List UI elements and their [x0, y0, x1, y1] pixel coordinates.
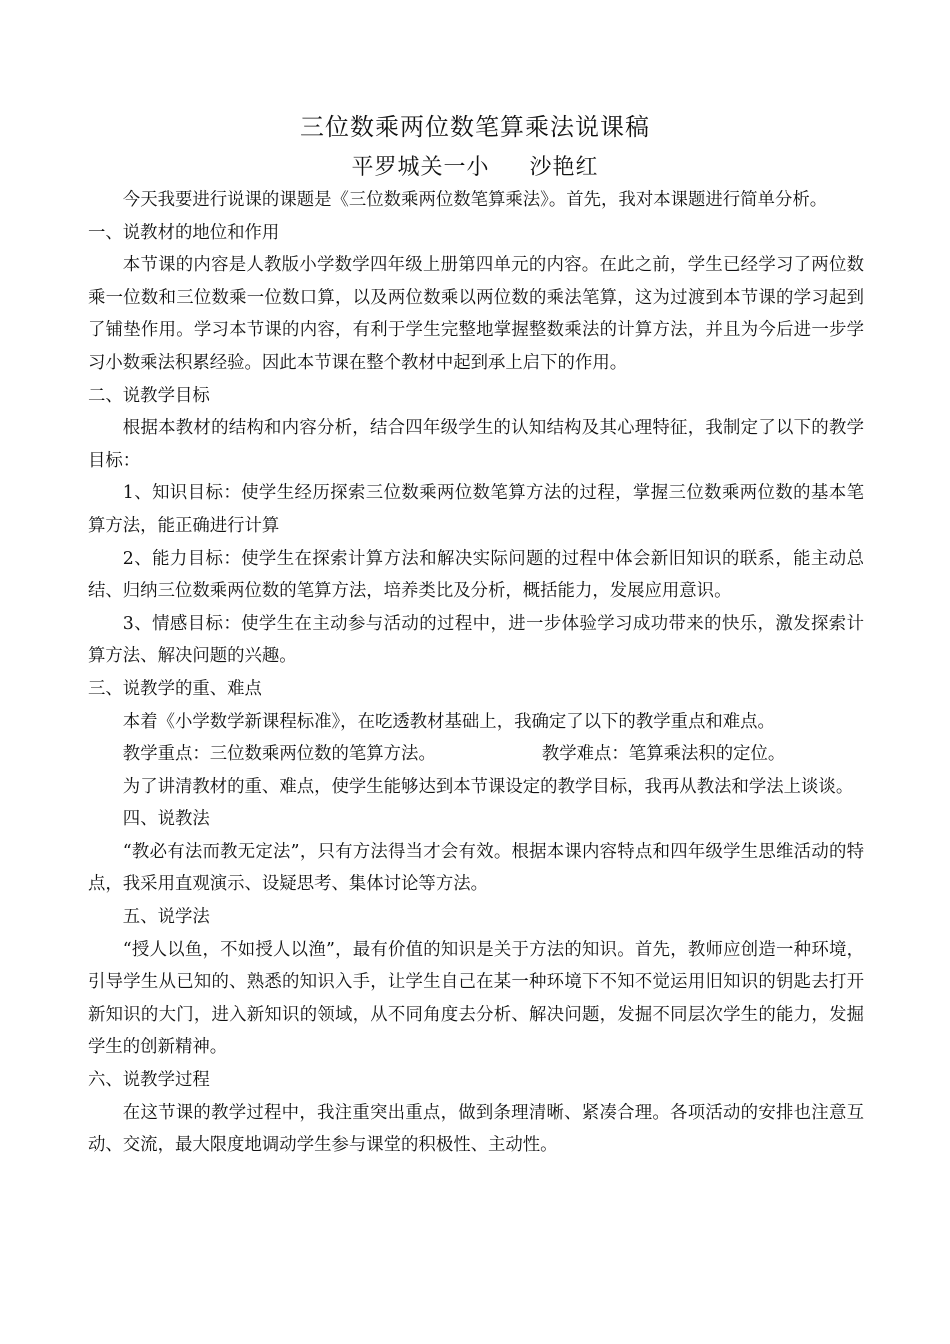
section-heading: 六、说教学过程: [88, 1070, 210, 1091]
section-heading: 三、说教学的重、难点: [88, 678, 262, 699]
objective-knowledge: 1、知识目标：使学生经历探索三位数乘两位数笔算方法的过程，掌握三位数乘两位数的基本笔算方法，能正确进行计算: [88, 483, 864, 536]
objective-emotion: 3、情感目标：使学生在主动参与活动的过程中，进一步体验学习成功带来的快乐，激发探索计算方法、解决问题的兴趣。: [88, 613, 864, 667]
objective-ability: 2、能力目标：使学生在探索计算方法和解决实际问题的过程中体会新旧知识的联系，能主动总结、归纳三位数乘两位数的笔算方法，培养类比及分析，概括能力，发展应用意识。: [88, 548, 864, 602]
paragraph: 在这节课的教学过程中，我注重突出重点，做到条理清晰、紧凑合理。各项活动的安排也注意互动、交流，最大限度地调动学生参与课堂的积极性、主动性。: [88, 1102, 864, 1156]
key-difficult-points-line: [88, 738, 864, 771]
paragraph: “授人以鱼，不如授人以渔”，最有价值的知识是关于方法的知识。首先，教师应创造一种环境，引导学生从已知的、熟悉的知识入手，让学生自己在某一种环境下不知不觉运用旧知识的钥匙去打开新知识的大门，进入新知识的领域，从不同角度去分析、解决问题，发掘不同层次学生的能力，发掘学生的创新精神。: [88, 939, 864, 1058]
section-heading: 五、说学法: [122, 907, 210, 928]
section-heading: 一、说教材的地位和作用: [88, 222, 280, 243]
intro-paragraph: 今天我要进行说课的课题是《三位数乘两位数笔算乘法》。首先，我对本课题进行简单分析。: [122, 190, 828, 210]
paragraph: 根据本教材的结构和内容分析，结合四年级学生的认知结构及其心理特征，我制定了以下的教学目标：: [88, 418, 864, 471]
difficult-point: 教学难点：笔算乘法积的定位。: [541, 744, 786, 765]
key-point: 教学重点：三位数乘两位数的笔算方法。: [122, 744, 436, 765]
paragraph: “教必有法而教无定法”，只有方法得当才会有效。根据本课内容特点和四年级学生思维活动的特点，我采用直观演示、设疑思考、集体讨论等方法。: [88, 841, 864, 895]
paragraph: 为了讲清教材的重、难点，使学生能够达到本节课设定的教学目标，我再从教法和学法上谈谈。: [122, 776, 854, 797]
document-body: [88, 184, 864, 1162]
document-title: 三位数乘两位数笔算乘法说课稿: [300, 113, 650, 141]
paragraph: 本节课的内容是人教版小学数学四年级上册第四单元的内容。在此之前，学生已经学习了两位数乘一位数和三位数乘一位数口算，以及两位数乘以两位数的乘法笔算，这为过渡到本节课的学习起到了铺垫作用。学习本节课的内容，有利于学生完整地掌握整数乘法的计算方法，并且为今后进一步学习小数乘法积累经验。因此本节课在整个教材中起到承上启下的作用。: [88, 255, 864, 373]
section-heading: 二、说教学目标: [88, 385, 210, 406]
paragraph: 本着《小学数学新课程标准》，在吃透教材基础上，我确定了以下的教学重点和难点。: [122, 711, 775, 732]
section-heading: 四、说教法: [122, 809, 210, 830]
author-line: 平罗城关一小 沙艳红: [351, 155, 599, 180]
